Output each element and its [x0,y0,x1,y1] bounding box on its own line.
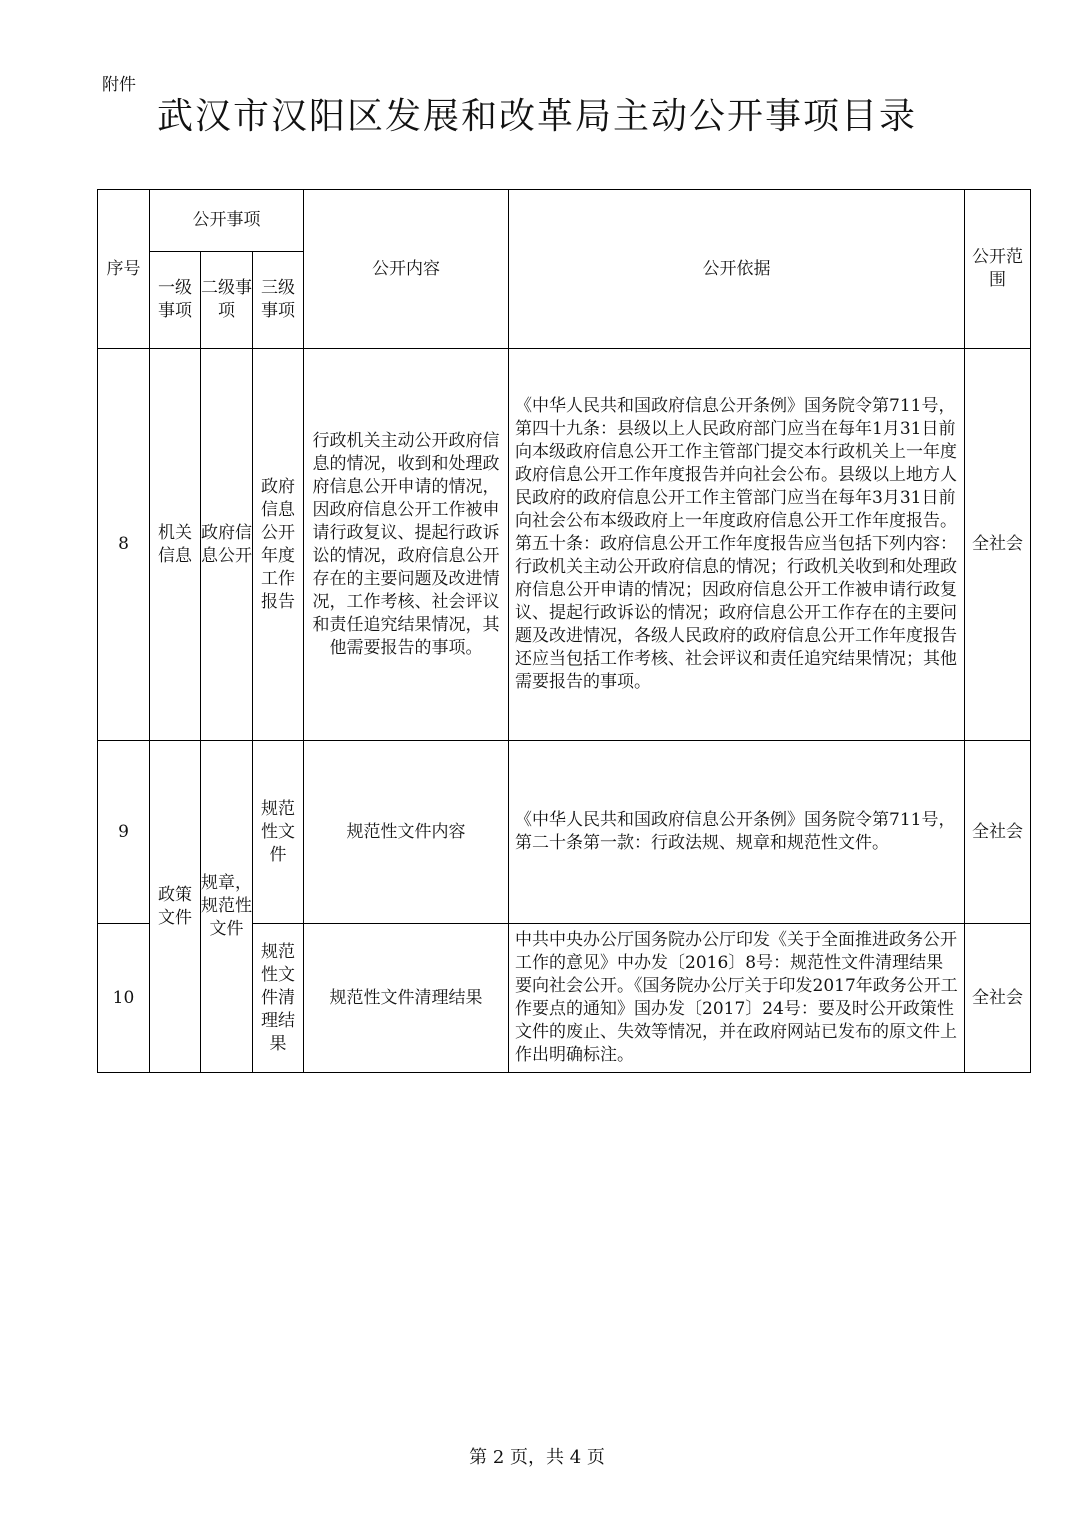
row-scope: 全社会 [965,924,1031,1073]
page-title: 武汉市汉阳区发展和改革局主动公开事项目录 [156,96,917,137]
row-basis: 《中华人民共和国政府信息公开条例》国务院令第711号，第二十条第一款：行政法规、规章和规范性文件。 [509,741,965,924]
header-row [98,190,1031,252]
disclosure-catalog-table [97,189,1031,1073]
row-content: 规范性文件内容 [304,741,509,924]
row-scope: 全社会 [965,349,1031,741]
attachment-label: 附件 [102,75,136,95]
table-row [98,741,1031,924]
header-seq: 序号 [98,190,150,349]
page-footer: 第 2 页，共 4 页 [469,1447,605,1468]
row-level1: 机关信息 [150,349,201,741]
row-seq: 9 [98,741,150,924]
row-basis: 《中华人民共和国政府信息公开条例》国务院令第711号，第四十九条：县级以上人民政府部门应当在每年1月31日前向本级政府信息公开工作主管部门提交本行政机关上一年度政府信息公开工作年度报告并向社会公布。县级以上地方人民政府的政府信息公开工作主管部门应当在每年3月31日前向社会公布本级政府上一年度政府信息公开工作年度报告。第五十条：政府信息公开工作年度报告应当包括下列内容：行政机关主动公开政府信息的情况；行政机关收到和处理政府信息公开申请的情况；因政府信息公开工作被申请行政复议、提起行政诉讼的情况；政府信息公开工作存在的主要问题及改进情况，各级人民政府的政府信息公开工作年度报告还应当包括工作考核、社会评议和责任追究结果情况；其他需要报告的事项。 [509,349,965,741]
header-level1: 一级事项 [150,252,201,349]
header-scope: 公开范围 [965,190,1031,349]
header-level2: 二级事项 [201,252,253,349]
row-level3: 政府信息公开年度工作报告 [253,349,304,741]
row-level2: 政府信息公开 [201,349,253,741]
row-scope: 全社会 [965,741,1031,924]
row-level2: 规章，规范性文件 [201,741,253,1073]
header-content: 公开内容 [304,190,509,349]
row-level3: 规范性文件清理结果 [253,924,304,1073]
row-seq: 10 [98,924,150,1073]
table-row [98,349,1031,741]
row-level3: 规范性文件 [253,741,304,924]
header-level3: 三级事项 [253,252,304,349]
row-level1: 政策文件 [150,741,201,1073]
row-basis: 中共中央办公厅国务院办公厅印发《关于全面推进政务公开工作的意见》中办发〔2016〕8号：规范性文件清理结果要向社会公开。《国务院办公厅关于印发2017年政务公开工作要点的通知》国办发〔2017〕24号：要及时公开政策性文件的废止、失效等情况，并在政府网站已发布的原文件上作出明确标注。 [509,924,965,1073]
header-basis: 公开依据 [509,190,965,349]
row-content: 规范性文件清理结果 [304,924,509,1073]
header-items: 公开事项 [150,190,304,252]
row-content: 行政机关主动公开政府信息的情况，收到和处理政府信息公开申请的情况，因政府信息公开工作被申请行政复议、提起行政诉讼的情况，政府信息公开存在的主要问题及改进情况，工作考核、社会评议和责任追究结果情况，其他需要报告的事项。 [304,349,509,741]
row-seq: 8 [98,349,150,741]
